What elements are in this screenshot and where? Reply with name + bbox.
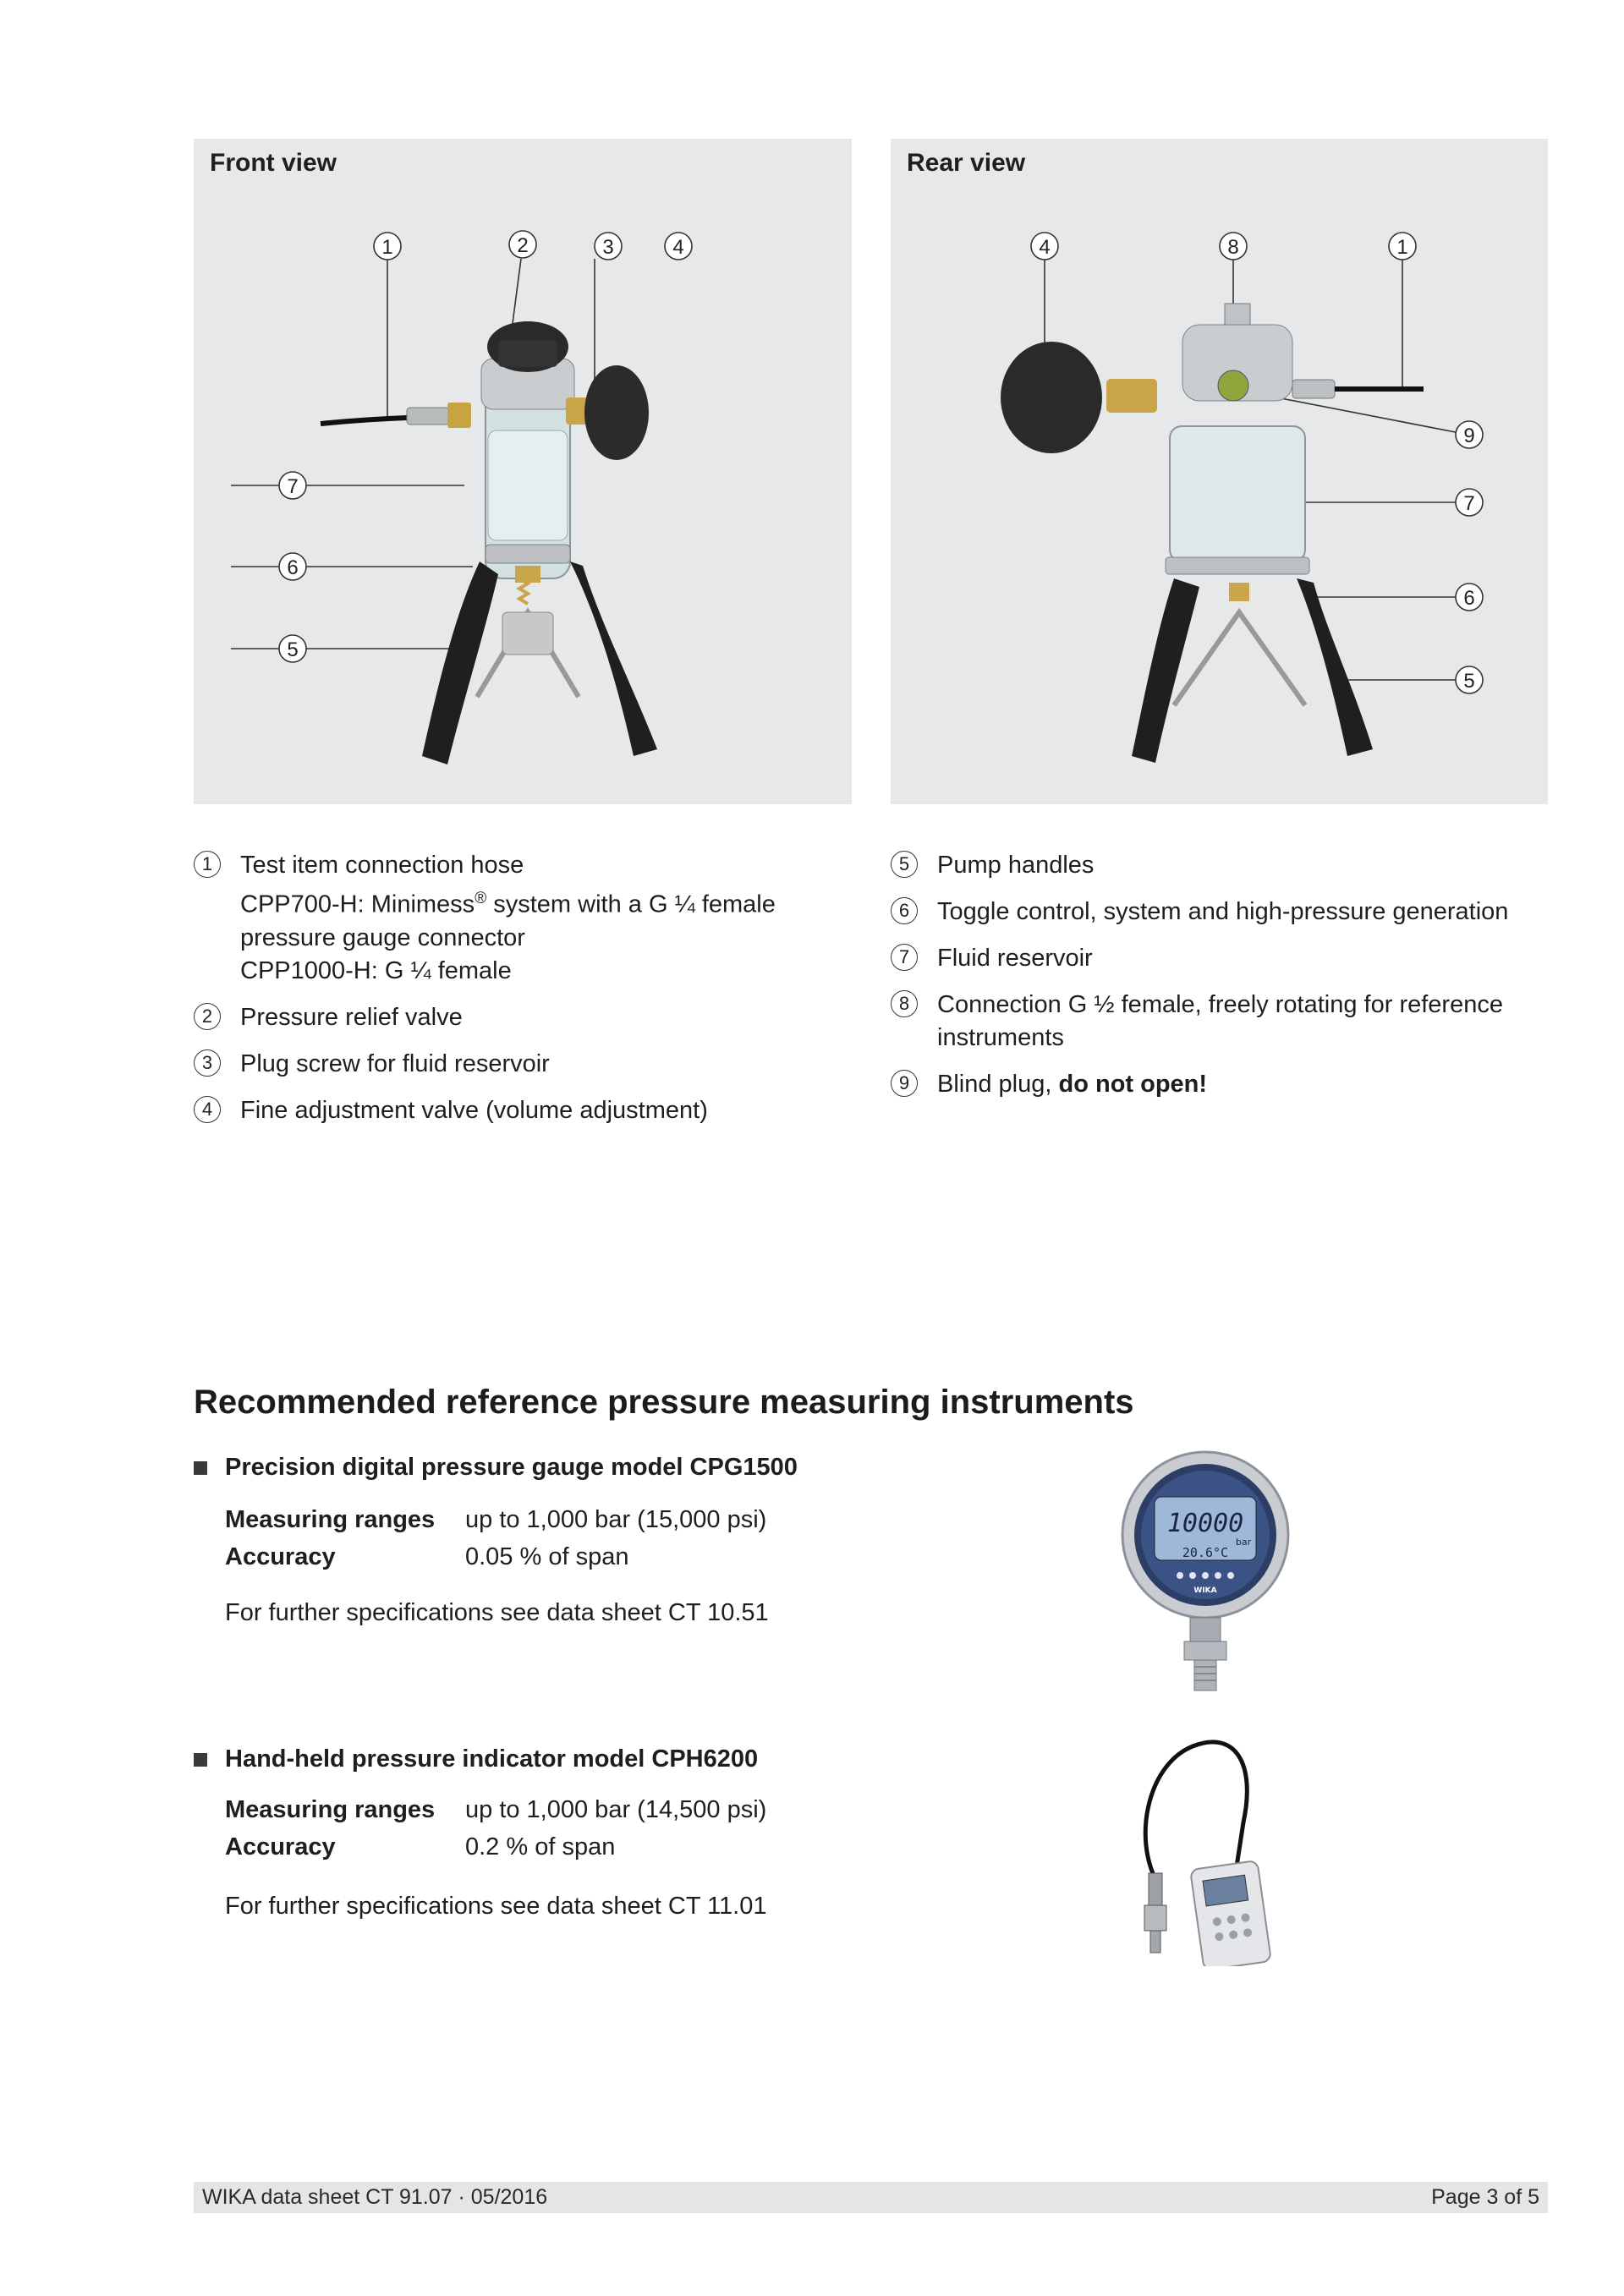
legend-right [891, 849, 1567, 1115]
legend-text: Toggle control, system and high-pressure generation [937, 898, 1509, 925]
footer-page-number: Page 3 of 5 [1431, 2185, 1539, 2209]
callout-label: 6 [1463, 587, 1475, 610]
legend-text: Test item connection hose [240, 852, 524, 879]
spec-label: Accuracy [225, 1543, 336, 1570]
front-callout-2 [509, 231, 536, 258]
legend-number: 9 [891, 1070, 918, 1097]
legend-number: 8 [891, 990, 918, 1017]
callout-label: 6 [287, 556, 299, 579]
legend-left [194, 849, 853, 1141]
callout-label: 1 [1396, 236, 1408, 259]
spec-label: Measuring ranges [225, 1506, 436, 1533]
legend-text: Fluid reservoir [937, 945, 1093, 972]
callout-label: 9 [1463, 425, 1475, 447]
spec-value: 0.05 % of span [465, 1543, 629, 1570]
front-callout-1 [374, 233, 401, 260]
legend-text-warning: do not open! [1058, 1071, 1208, 1098]
rear-callout-8 [1220, 233, 1247, 260]
page-footer [194, 2182, 1548, 2213]
spec-accuracy [225, 1833, 615, 1861]
legend-number: 2 [194, 1003, 221, 1030]
bullet-square [194, 1461, 207, 1475]
legend-text: Pressure relief valve [240, 1003, 463, 1031]
front-view-panel [194, 139, 852, 804]
legend-subline-post: system with a G ¼ female [486, 890, 776, 918]
display-main-value: 10000 [1166, 1509, 1244, 1538]
registered-mark: ® [475, 890, 487, 907]
legend-number: 7 [891, 944, 918, 971]
legend-subline: CPP1000-H: G ¼ female [240, 956, 512, 984]
legend-subline: pressure gauge connector [240, 923, 525, 951]
front-callout-6 [279, 553, 306, 580]
legend-item-1 [194, 849, 853, 988]
legend-text: Pump handles [937, 852, 1095, 879]
legend-number: 4 [194, 1096, 221, 1123]
rear-view-title: Rear view [907, 149, 1026, 177]
callout-label: 4 [672, 236, 684, 259]
product-cph6200 [194, 1745, 955, 1940]
legend-text: Plug screw for fluid reservoir [240, 1049, 550, 1077]
legend-subline-pre: CPP700-H: Minimess [240, 890, 475, 918]
rear-callout-6 [1456, 584, 1483, 611]
rear-callout-5 [1456, 666, 1483, 693]
spec-value: up to 1,000 bar (15,000 psi) [465, 1506, 767, 1533]
bullet-square [194, 1753, 207, 1767]
rear-callout-1 [1389, 233, 1416, 260]
rear-view-panel [891, 139, 1548, 804]
legend-item-4 [194, 1094, 853, 1127]
footer-datasheet: WIKA data sheet CT 91.07 · 05/2016 [202, 2185, 548, 2209]
callout-label: 8 [1227, 236, 1239, 259]
legend-number: 3 [194, 1049, 221, 1077]
callout-label: 5 [1463, 670, 1475, 693]
spec-label: Measuring ranges [225, 1796, 436, 1823]
front-view-title: Front view [210, 149, 337, 177]
legend-item-6 [891, 896, 1567, 929]
legend-item-7 [891, 942, 1567, 975]
legend-number: 6 [891, 897, 918, 924]
callout-label: 4 [1039, 236, 1051, 259]
legend-text: Fine adjustment valve (volume adjustment) [240, 1096, 708, 1124]
brand-logo: WIKA [1193, 1586, 1217, 1595]
rear-callout-9 [1456, 421, 1483, 448]
callout-label: 5 [287, 638, 299, 661]
callout-label: 2 [517, 234, 529, 257]
product-name: Precision digital pressure gauge model CPG1500 [225, 1454, 798, 1481]
cpg1500-gauge-image [1108, 1450, 1303, 1696]
front-callout-5 [279, 635, 306, 662]
legend-number: 5 [891, 851, 918, 878]
legend-text [937, 1068, 1567, 1101]
front-callout-3 [595, 233, 622, 260]
legend-subline [240, 882, 853, 922]
legend-item-3 [194, 1048, 853, 1081]
legend-item-5 [891, 849, 1567, 882]
legend-item-9 [891, 1068, 1567, 1101]
section-title: Recommended reference pressure measuring instruments [194, 1384, 1134, 1421]
spec-accuracy [225, 1543, 628, 1571]
front-pump-drawing [321, 321, 657, 764]
rear-callout-4 [1031, 233, 1058, 260]
cph6200-indicator-image [1116, 1729, 1277, 1966]
display-unit: bar [1235, 1537, 1252, 1548]
callout-label: 3 [602, 236, 614, 259]
front-view-illustration [194, 139, 852, 804]
product-cpg1500 [194, 1454, 955, 1648]
callout-label: 7 [287, 475, 299, 498]
legend-text: Connection G ½ female, freely rotating for reference [937, 991, 1503, 1018]
legend-item-2 [194, 1001, 853, 1034]
spec-value: 0.2 % of span [465, 1833, 616, 1860]
display-temperature: 20.6°C [1182, 1545, 1229, 1560]
further-specs-text: For further specifications see data sheet CT 11.01 [225, 1893, 767, 1920]
spec-label: Accuracy [225, 1833, 336, 1860]
rear-view-illustration [891, 139, 1548, 804]
front-callout-4 [665, 233, 692, 260]
legend-number: 1 [194, 851, 221, 878]
rear-pump-drawing [1001, 304, 1424, 763]
spec-value: up to 1,000 bar (14,500 psi) [465, 1796, 767, 1823]
spec-measuring-range [225, 1506, 766, 1534]
legend-text: instruments [937, 1024, 1064, 1051]
rear-callout-7 [1456, 489, 1483, 516]
spec-measuring-range [225, 1796, 766, 1824]
legend-item-8 [891, 989, 1567, 1055]
callout-label: 7 [1463, 492, 1475, 515]
front-callout-7 [279, 472, 306, 499]
further-specs-text: For further specifications see data sheet CT 10.51 [225, 1599, 769, 1626]
product-name: Hand-held pressure indicator model CPH6200 [225, 1745, 759, 1773]
callout-label: 1 [381, 236, 393, 259]
legend-text-plain: Blind plug, [937, 1071, 1059, 1098]
